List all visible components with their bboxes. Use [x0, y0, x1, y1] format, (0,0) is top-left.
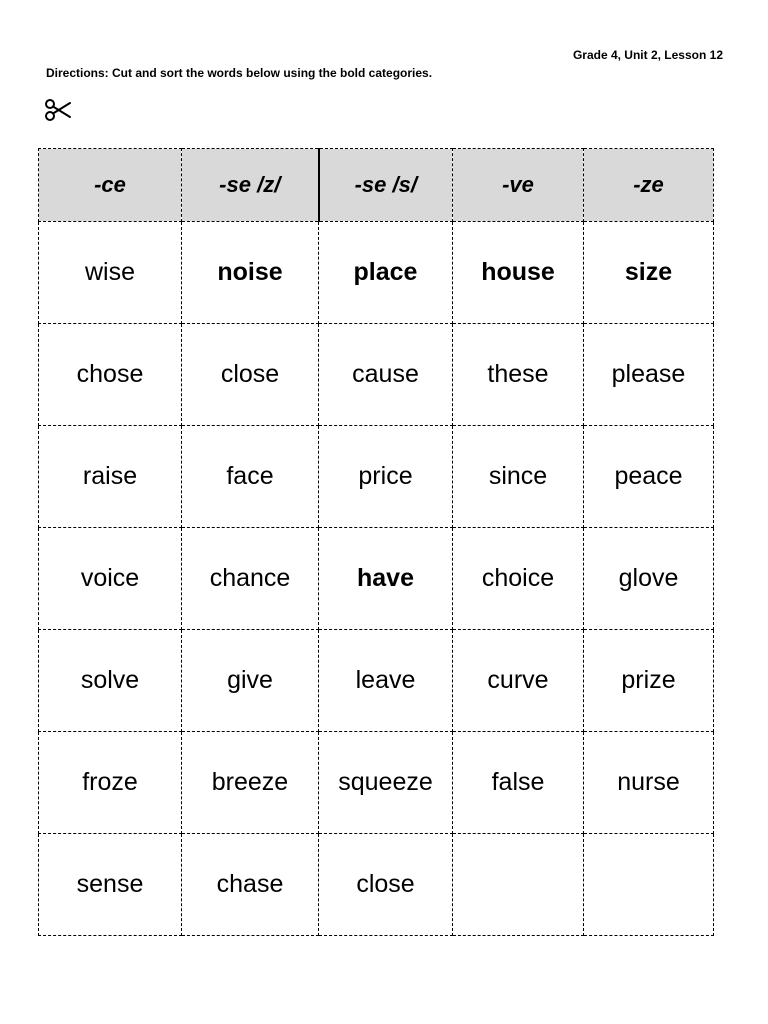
word-card[interactable]: breeze: [182, 732, 319, 834]
lesson-label: Grade 4, Unit 2, Lesson 12: [572, 48, 723, 62]
category-header: -ve: [453, 149, 584, 222]
word-row: [39, 630, 714, 732]
category-header: -ze: [584, 149, 714, 222]
word-card[interactable]: glove: [584, 528, 714, 630]
word-card[interactable]: chose: [39, 324, 182, 426]
word-card[interactable]: nurse: [584, 732, 714, 834]
word-row: [39, 732, 714, 834]
word-card[interactable]: face: [182, 426, 319, 528]
category-header: -se /z/: [182, 149, 319, 222]
word-row: [39, 324, 714, 426]
word-card[interactable]: squeeze: [319, 732, 453, 834]
word-card[interactable]: size: [584, 222, 714, 324]
word-card[interactable]: sense: [39, 834, 182, 936]
empty-card: [453, 834, 584, 936]
word-card[interactable]: price: [319, 426, 453, 528]
empty-card: [584, 834, 714, 936]
category-header: -ce: [39, 149, 182, 222]
word-row: [39, 834, 714, 936]
word-card[interactable]: have: [319, 528, 453, 630]
word-card[interactable]: noise: [182, 222, 319, 324]
category-header-row: [39, 149, 714, 222]
word-card[interactable]: curve: [453, 630, 584, 732]
category-header: -se /s/: [319, 149, 453, 222]
word-card[interactable]: please: [584, 324, 714, 426]
scissors-icon: [44, 96, 72, 124]
word-row: [39, 222, 714, 324]
word-card[interactable]: peace: [584, 426, 714, 528]
word-card[interactable]: close: [182, 324, 319, 426]
word-card[interactable]: raise: [39, 426, 182, 528]
directions-text: Directions: Cut and sort the words below using the bold categories.: [46, 66, 433, 80]
word-card[interactable]: solve: [39, 630, 182, 732]
word-card[interactable]: house: [453, 222, 584, 324]
word-card[interactable]: place: [319, 222, 453, 324]
word-card[interactable]: leave: [319, 630, 453, 732]
word-card[interactable]: choice: [453, 528, 584, 630]
word-card[interactable]: froze: [39, 732, 182, 834]
word-row: [39, 426, 714, 528]
word-card[interactable]: give: [182, 630, 319, 732]
word-card[interactable]: voice: [39, 528, 182, 630]
word-card[interactable]: close: [319, 834, 453, 936]
word-card[interactable]: wise: [39, 222, 182, 324]
word-card[interactable]: chance: [182, 528, 319, 630]
word-row: [39, 528, 714, 630]
word-card[interactable]: cause: [319, 324, 453, 426]
word-card[interactable]: false: [453, 732, 584, 834]
word-card[interactable]: since: [453, 426, 584, 528]
word-card[interactable]: these: [453, 324, 584, 426]
word-card[interactable]: prize: [584, 630, 714, 732]
word-sort-table: [38, 148, 714, 936]
word-card[interactable]: chase: [182, 834, 319, 936]
